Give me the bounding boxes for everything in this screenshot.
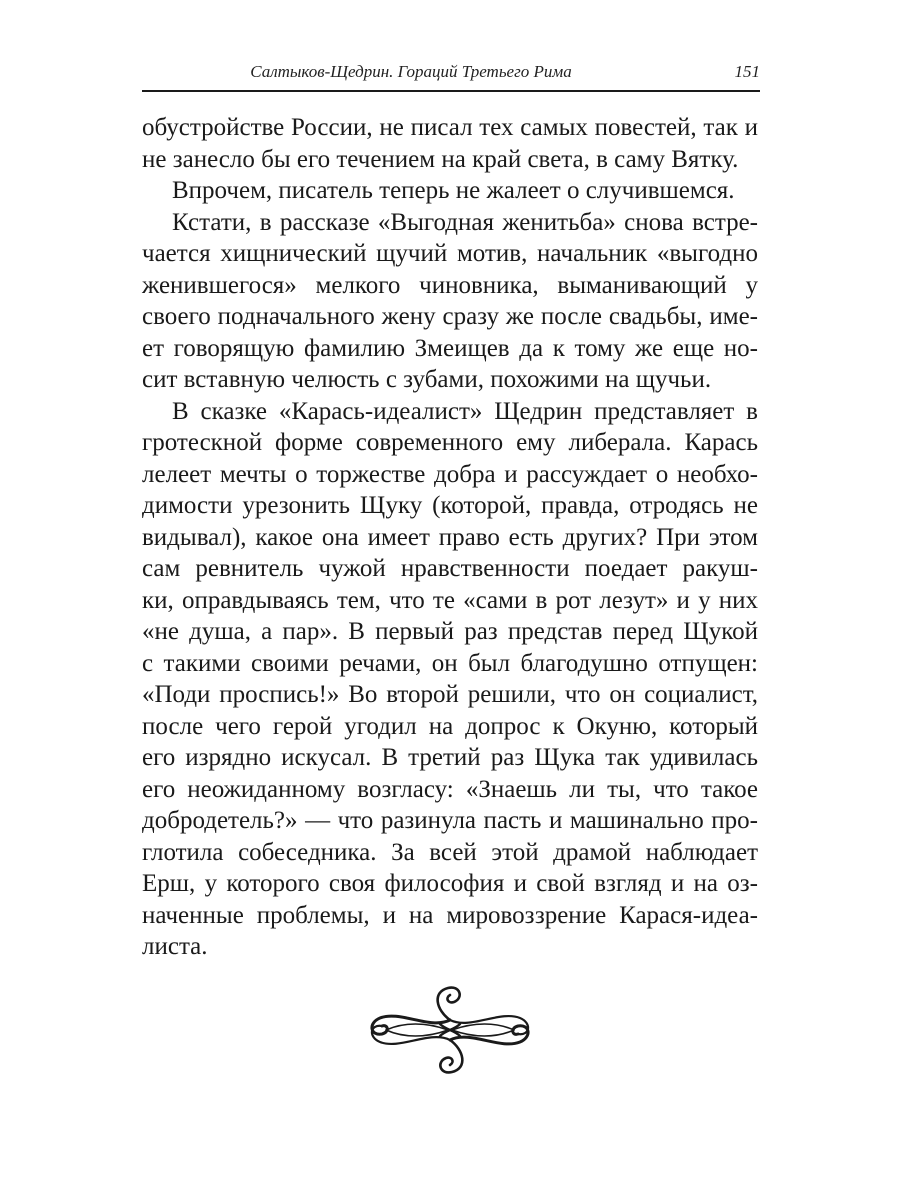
text-line: его неожиданному возгласу: «Знаешь ли ты, что такое [142,775,758,803]
text-line: не занесло бы его течением на край света, в саму Вятку. [142,145,739,173]
text-line: добродетель?» — что разинула пасть и машинально про- [142,807,758,834]
text-line: ки, оправдываясь тем, что те «сами в рот лезут» и у них [142,586,758,614]
text-line: «Поди проспись!» Во второй решили, что он социалист, [142,681,758,708]
text-line: сам ревнитель чужой нравственности поедает ракуш- [142,555,758,582]
text-line: Ерш, у которого своя философия и свой взгляд и на оз- [142,870,758,897]
text-line: сит вставную челюсть с зубами, похожими на щучьи. [142,366,712,393]
text-line: Кстати, в рассказе «Выгодная женитьба» снова встре- [172,208,758,236]
text-line: женившегося» мелкого чиновника, выманивающий у [142,271,758,299]
header-rule [142,90,760,92]
text-line: лелеет мечты о торжестве добра и рассуждает о необхо- [142,460,758,488]
text-line: чается хищнический щучий мотив, начальник «выгодно [142,240,758,267]
text-line: его изрядно искусал. В третий раз Щука так удивилась [142,744,758,771]
text-line: листа. [142,933,208,960]
text-line: «не душа, а пар». В первый раз представ перед Щукой [142,618,758,645]
running-title: Салтыков-Щедрин. Гораций Третьего Рима [250,62,572,81]
text-line: видывал), какое она имеет право есть других? При этом [142,523,758,551]
text-line: ет говорящую фамилию Змеищев да к тому же еще но- [142,334,758,362]
text-line: Впрочем, писатель теперь не жалеет о случившемся. [172,177,735,204]
page-number: 151 [734,62,760,81]
body-text [142,112,758,963]
text-line: обустройстве России, не писал тех самых повестей, так и [142,114,758,141]
flourish-ornament-icon [360,980,540,1080]
text-line: наченные проблемы, и на мировоззрение Карася-идеа- [142,901,758,929]
text-line: с такими своими речами, он был благодушно отпущен: [142,649,758,677]
text-line: димости урезонить Щуку (которой, правда, отродясь не [142,492,758,519]
text-line: В сказке «Карась-идеалист» Щедрин представляет в [172,397,758,425]
running-head [142,62,760,88]
text-line: гротескной форме современного ему либерала. Карась [142,429,758,456]
text-line: глотила собеседника. За всей этой драмой наблюдает [142,838,758,866]
text-line: после чего герой угодил на допрос к Окуню, который [142,712,758,740]
text-line: своего подначального жену сразу же после свадьбы, име- [142,303,758,330]
